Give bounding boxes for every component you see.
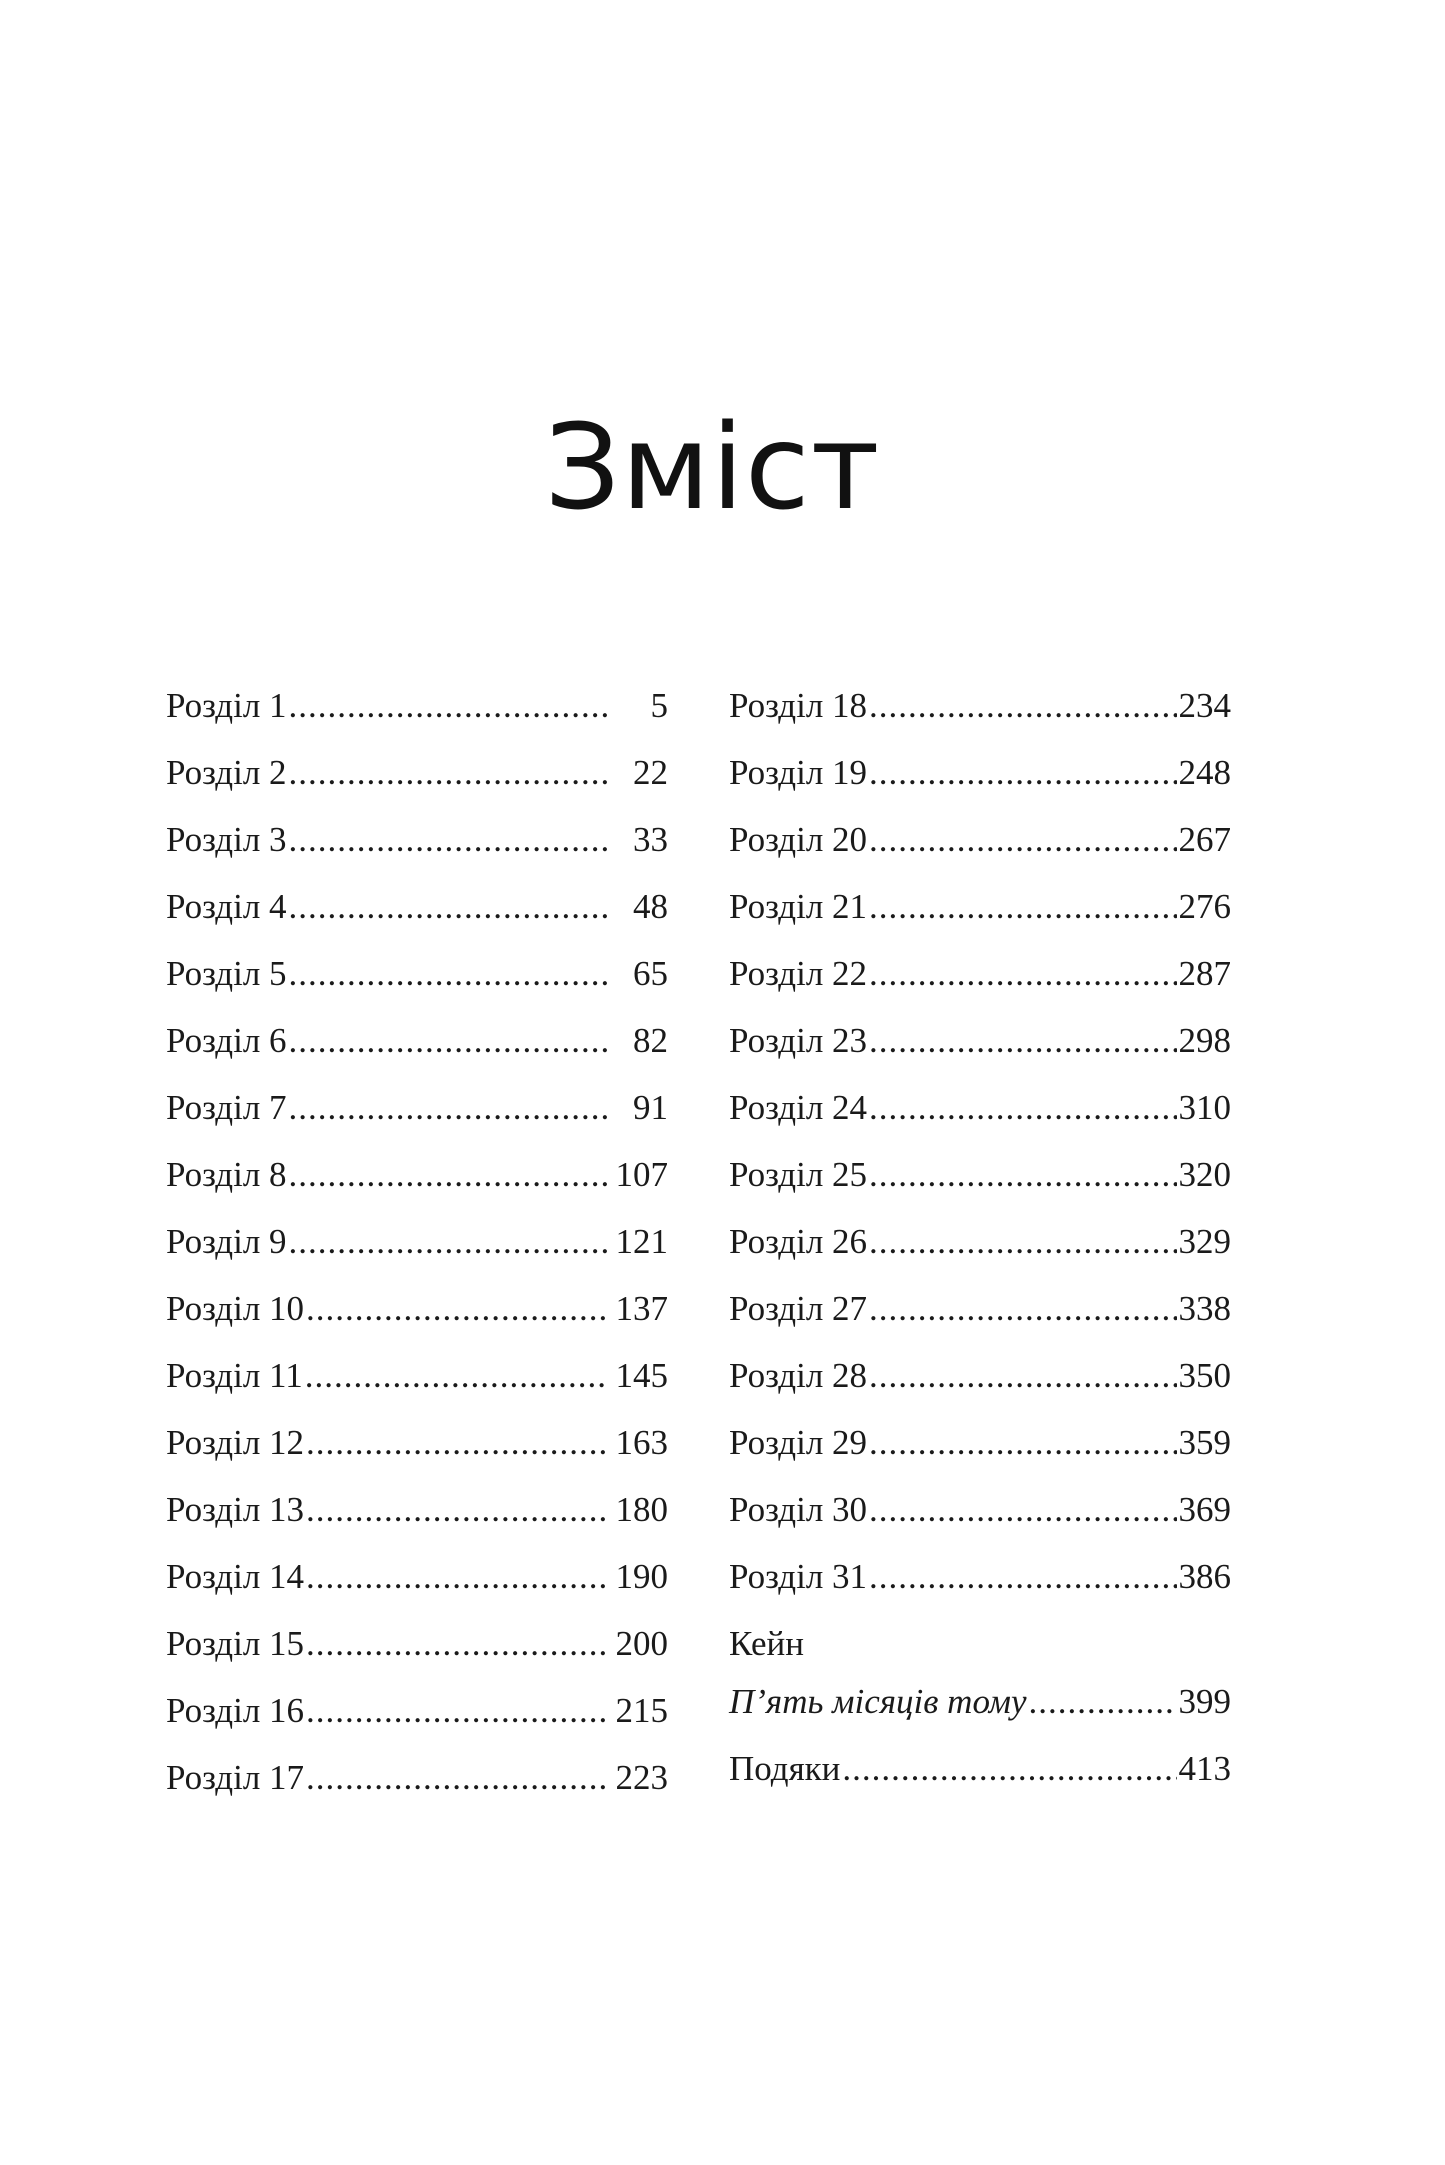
dot-leader <box>1029 1668 1177 1735</box>
toc-page-number: 413 <box>1178 1749 1231 1788</box>
dot-leader <box>869 1208 1176 1275</box>
toc-entry[interactable] <box>729 1275 1231 1342</box>
toc-entry-label: Розділ 23 <box>729 1021 868 1060</box>
toc-page-number: 33 <box>633 820 668 859</box>
toc-page-number: 163 <box>615 1423 668 1462</box>
toc-entry-label: Розділ 25 <box>729 1155 868 1194</box>
dot-leader <box>289 1007 608 1074</box>
toc-page-number: 48 <box>633 887 668 926</box>
toc-page-number: 267 <box>1178 820 1231 859</box>
toc-page-number: 5 <box>650 686 668 725</box>
toc-entry[interactable] <box>166 672 668 739</box>
toc-entry-label: Розділ 5 <box>166 954 287 993</box>
toc-entry[interactable] <box>729 1668 1231 1735</box>
dot-leader <box>869 940 1176 1007</box>
toc-entry-label: Розділ 30 <box>729 1490 868 1529</box>
toc-entry[interactable] <box>166 1007 668 1074</box>
toc-page-number: 234 <box>1178 686 1231 725</box>
toc-entry[interactable] <box>729 1543 1231 1610</box>
toc-page-number: 121 <box>615 1222 668 1261</box>
toc-page-number: 287 <box>1178 954 1231 993</box>
dot-leader <box>869 1007 1176 1074</box>
toc-entry[interactable] <box>729 873 1231 940</box>
toc-right-column <box>729 672 1231 1802</box>
toc-page-number: 22 <box>633 753 668 792</box>
toc-page-number: 399 <box>1178 1682 1231 1721</box>
toc-entry-label: Розділ 17 <box>166 1758 305 1797</box>
toc-entry-label: Розділ 21 <box>729 887 868 926</box>
toc-page-number: 359 <box>1178 1423 1231 1462</box>
toc-entry-label: Розділ 13 <box>166 1490 305 1529</box>
toc-entry-label: Розділ 12 <box>166 1423 305 1462</box>
toc-entry[interactable] <box>166 739 668 806</box>
toc-entry[interactable] <box>166 1074 668 1141</box>
toc-entry[interactable] <box>166 1476 668 1543</box>
toc-page-number: 248 <box>1178 753 1231 792</box>
toc-page-number: 190 <box>615 1557 668 1596</box>
toc-page-number: 338 <box>1178 1289 1231 1328</box>
toc-page-number: 200 <box>615 1624 668 1663</box>
toc-page-number: 180 <box>615 1490 668 1529</box>
dot-leader <box>842 1735 1176 1802</box>
toc-entry[interactable] <box>729 1141 1231 1208</box>
toc-entry-label: Розділ 24 <box>729 1088 868 1127</box>
toc-entry-label: П’ять місяців тому <box>729 1682 1027 1721</box>
toc-page-number: 320 <box>1178 1155 1231 1194</box>
dot-leader <box>869 1476 1176 1543</box>
toc-page-number: 91 <box>633 1088 668 1127</box>
toc-entry[interactable] <box>166 1543 668 1610</box>
toc-entry-label: Розділ 3 <box>166 820 287 859</box>
toc-entry-label: Розділ 26 <box>729 1222 868 1261</box>
toc-entry[interactable] <box>729 940 1231 1007</box>
toc-entry-label: Розділ 6 <box>166 1021 287 1060</box>
toc-page-number: 145 <box>615 1356 668 1395</box>
toc-entry[interactable] <box>729 1208 1231 1275</box>
toc-entry[interactable] <box>166 1744 668 1811</box>
dot-leader <box>869 1141 1176 1208</box>
dot-leader <box>306 1476 608 1543</box>
dot-leader <box>306 1543 608 1610</box>
toc-left-column <box>166 672 668 1811</box>
toc-entry[interactable] <box>729 1007 1231 1074</box>
toc-entry[interactable] <box>729 672 1231 739</box>
toc-entry-label: Розділ 11 <box>166 1356 303 1395</box>
dot-leader <box>289 873 608 940</box>
toc-entry-label: Розділ 7 <box>166 1088 287 1127</box>
toc-page-number: 137 <box>615 1289 668 1328</box>
toc-page-number: 65 <box>633 954 668 993</box>
page-title: Зміст <box>544 398 881 536</box>
toc-page-number: 223 <box>615 1758 668 1797</box>
dot-leader <box>306 1610 608 1677</box>
toc-entry-label: Розділ 1 <box>166 686 287 725</box>
dot-leader <box>869 672 1176 739</box>
toc-entry[interactable] <box>166 873 668 940</box>
toc-entry[interactable] <box>166 940 668 1007</box>
dot-leader <box>869 1275 1176 1342</box>
toc-entry[interactable] <box>729 806 1231 873</box>
dot-leader <box>289 1208 608 1275</box>
toc-page-number: 298 <box>1178 1021 1231 1060</box>
toc-entry-label: Розділ 22 <box>729 954 868 993</box>
dot-leader <box>869 1543 1176 1610</box>
toc-entry-label: Розділ 2 <box>166 753 287 792</box>
dot-leader <box>289 806 608 873</box>
dot-leader <box>869 1342 1176 1409</box>
toc-entry-label: Розділ 19 <box>729 753 868 792</box>
dot-leader <box>289 739 608 806</box>
toc-page-number: 369 <box>1178 1490 1231 1529</box>
dot-leader <box>306 1744 608 1811</box>
dot-leader <box>306 1409 608 1476</box>
toc-entry-label: Розділ 29 <box>729 1423 868 1462</box>
toc-entry[interactable] <box>729 1409 1231 1476</box>
toc-entry[interactable] <box>729 1074 1231 1141</box>
toc-entry-label: Розділ 31 <box>729 1557 868 1596</box>
toc-entry-label: Розділ 10 <box>166 1289 305 1328</box>
toc-page-number: 215 <box>615 1691 668 1730</box>
dot-leader <box>306 1677 608 1744</box>
dot-leader <box>289 672 608 739</box>
dot-leader <box>306 1275 608 1342</box>
toc-entry[interactable] <box>729 1342 1231 1409</box>
dot-leader <box>869 806 1176 873</box>
toc-entry[interactable] <box>166 1342 668 1409</box>
dot-leader <box>869 739 1176 806</box>
toc-entry-label: Розділ 4 <box>166 887 287 926</box>
toc-entry[interactable] <box>166 1677 668 1744</box>
toc-entry[interactable] <box>166 806 668 873</box>
toc-entry[interactable] <box>729 1476 1231 1543</box>
toc-entry[interactable] <box>166 1409 668 1476</box>
dot-leader <box>869 1409 1176 1476</box>
dot-leader <box>289 940 608 1007</box>
toc-entry-label: Подяки <box>729 1749 841 1788</box>
toc-page-number: 329 <box>1178 1222 1231 1261</box>
toc-page-number: 350 <box>1178 1356 1231 1395</box>
toc-entry[interactable] <box>166 1208 668 1275</box>
toc-section-heading: Кейн <box>729 1624 805 1663</box>
dot-leader <box>869 1074 1176 1141</box>
toc-entry[interactable] <box>729 1735 1231 1802</box>
dot-leader <box>289 1074 608 1141</box>
toc-entry[interactable] <box>166 1610 668 1677</box>
toc-page-number: 276 <box>1178 887 1231 926</box>
toc-entry[interactable] <box>166 1275 668 1342</box>
toc-entry-label: Розділ 20 <box>729 820 868 859</box>
dot-leader <box>289 1141 608 1208</box>
toc-page-number: 107 <box>615 1155 668 1194</box>
toc-entry-label: Розділ 28 <box>729 1356 868 1395</box>
toc-entry-label: Розділ 16 <box>166 1691 305 1730</box>
toc-entry-label: Розділ 18 <box>729 686 868 725</box>
toc-entry[interactable] <box>729 739 1231 806</box>
toc-page-number: 310 <box>1178 1088 1231 1127</box>
toc-entry-label: Розділ 9 <box>166 1222 287 1261</box>
toc-entry[interactable] <box>166 1141 668 1208</box>
toc-entry-label: Розділ 27 <box>729 1289 868 1328</box>
dot-leader <box>305 1342 608 1409</box>
toc-entry-label: Розділ 8 <box>166 1155 287 1194</box>
toc-page-number: 82 <box>633 1021 668 1060</box>
toc-entry-label: Розділ 14 <box>166 1557 305 1596</box>
toc-page-number: 386 <box>1178 1557 1231 1596</box>
dot-leader <box>869 873 1176 940</box>
toc-entry-label: Розділ 15 <box>166 1624 305 1663</box>
